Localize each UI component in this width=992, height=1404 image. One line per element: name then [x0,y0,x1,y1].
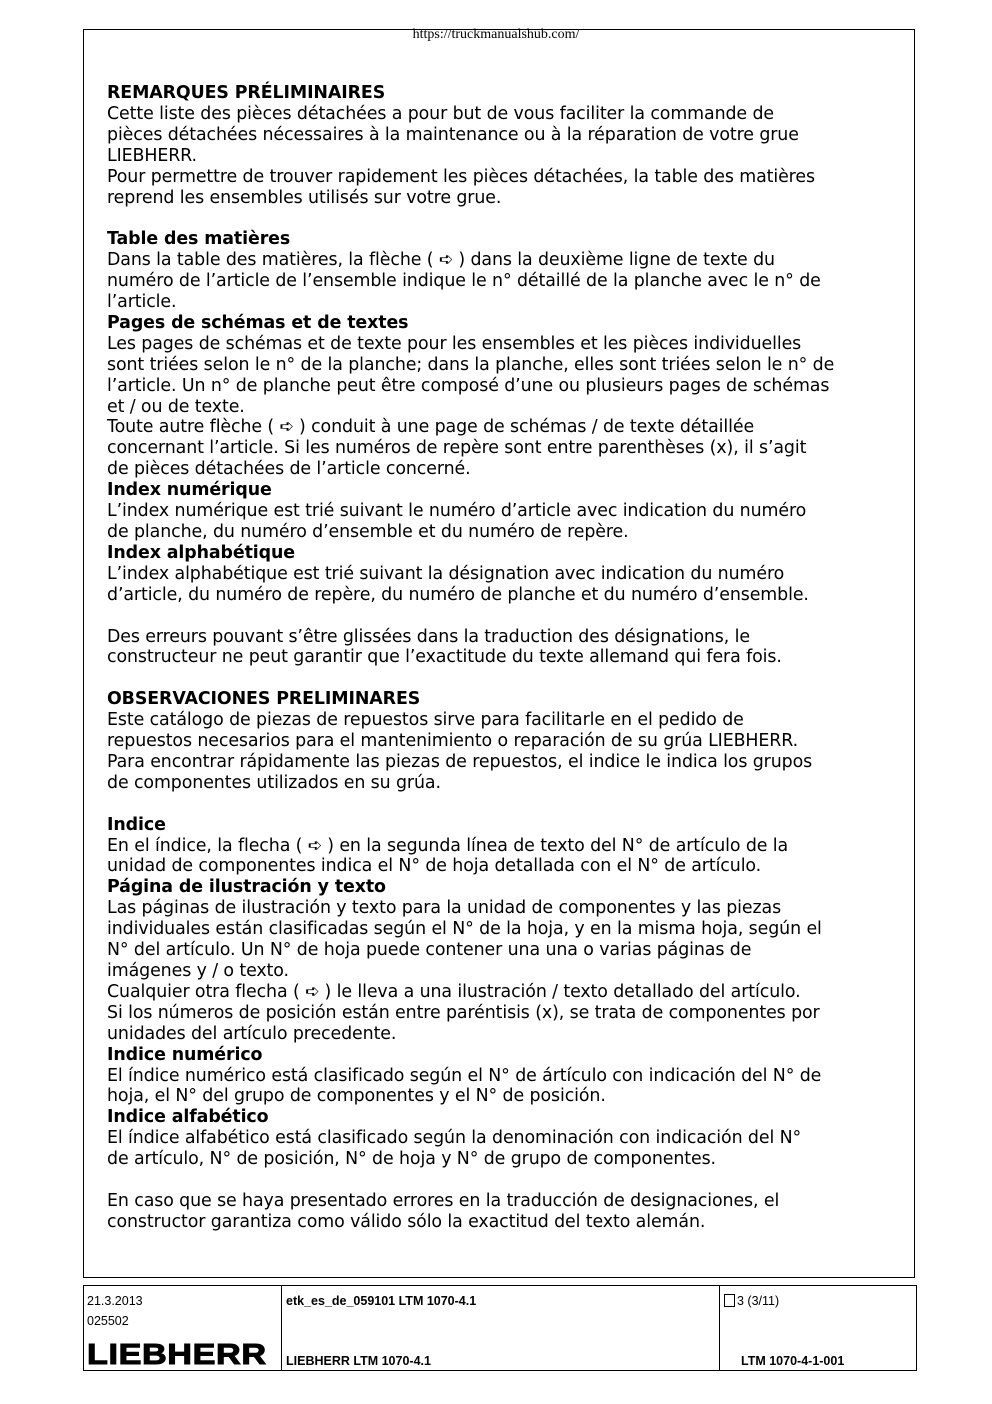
arrow-right-icon: ➪ [279,417,295,438]
spanish-alpha-line: El índice alfabético está clasificado según la denominación con indicación del N° [107,1128,802,1149]
french-disclaimer-line: Des erreurs pouvant s’être glissées dans la traduction des désignations, le [107,626,750,647]
french-numeric-line: de planche, du numéro d’ensemble et du numéro de repère. [107,522,629,543]
french-alpha-line: d’article, du numéro de repère, du numéro de planche et du numéro d’ensemble. [107,584,809,605]
french-intro-line: reprend les ensembles utilisés sur votre grue. [107,187,502,208]
french-numeric-index-heading: Index numérique [107,480,272,501]
arrow-right-icon: ➪ [307,835,323,856]
french-other-arrow-line: Toute autre flèche ( ➪ ) conduit à une page de schémas / de texte détaillée [107,417,755,438]
french-alpha-index-heading: Index alphabétique [107,542,295,563]
french-toc-line: Dans la table des matières, la flèche ( ➪ ) dans la deuxième ligne de texte du [107,250,775,271]
french-numeric-line: L’index numérique est trié suivant le numéro d’article avec indication du numéro [107,501,807,522]
french-intro-line: Cette liste des pièces détachées a pour but de vous faciliter la commande de [107,103,775,124]
checkbox-icon [724,1294,735,1307]
document-body [107,83,897,1233]
french-pages-heading: Pages de schémas et de textes [107,312,409,333]
spanish-disclaimer-line: constructor garantiza como válido sólo la exactitud del texto alemán. [107,1211,706,1232]
arrow-right-icon: ➪ [438,250,454,271]
french-other-line: de pièces détachées de l’article concerné. [107,459,471,480]
spanish-alpha-line: de artículo, N° de posición, N° de hoja y N° de grupo de componentes. [107,1149,716,1170]
spanish-toc-heading: Indice [107,814,166,835]
french-title: REMARQUES PRÉLIMINAIRES [107,83,386,103]
spanish-pages-line: Las páginas de ilustración y texto para la unidad de componentes y las piezas [107,898,782,919]
spanish-intro-line: repuestos necesarios para el mantenimiento o reparación de su grúa LIEBHERR. [107,731,799,752]
footer-table [83,1285,917,1371]
french-intro-line: pièces détachées nécessaires à la maintenance ou à la réparation de votre grue [107,124,799,145]
french-intro-line: LIEBHERR. [107,145,197,166]
french-toc-heading: Table des matières [107,229,291,250]
french-pages-line: et / ou de texte. [107,396,245,417]
spanish-pages-line: imágenes y / o texto. [107,961,289,981]
spanish-intro-line: Para encontrar rápidamente las piezas de repuestos, el indice le indica los grupos [107,751,813,772]
spanish-pages-line: individuales están clasificadas según el N° de la hoja, y en la misma hoja, según el [107,919,822,940]
footer-reference: LTM 1070-4-1-001 [741,1354,845,1368]
spanish-other-arrow-line: Cualquier otra flecha ( ➪ ) le lleva a una ilustración / texto detallado del artículo. [107,981,801,1002]
spanish-toc-line: En el índice, la flecha ( ➪ ) en la segunda línea de texto del N° de artículo de la [107,835,789,856]
french-pages-line: sont triées selon le n° de la planche; dans la planche, elles sont triées selon le n° de [107,354,835,375]
footer-date: 21.3.2013 [87,1294,143,1308]
spanish-numeric-line: El índice numérico está clasificado según el N° de ártículo con indicación del N° de [107,1065,822,1086]
source-url[interactable]: https://truckmanualshub.com/ [412,27,580,42]
spanish-alpha-index-heading: Indice alfabético [107,1107,269,1128]
footer-model: LIEBHERR LTM 1070-4.1 [286,1354,431,1368]
spanish-intro-line: Este catálogo de piezas de repuestos sirve para facilitarle en el pedido de [107,710,744,731]
french-disclaimer-line: constructeur ne peut garantir que l’exactitude du texte allemand qui fera fois. [107,647,782,668]
spanish-numeric-line: hoja, el N° del grupo de componentes y el N° de posición. [107,1086,606,1107]
spanish-pages-line: N° del artículo. Un N° de hoja puede contener una una o varias páginas de [107,940,752,961]
footer-page-number: 3 (3/11) [737,1294,780,1308]
spanish-toc-line: unidad de componentes indica el N° de hoja detallada con el N° de artículo. [107,856,762,877]
footer-divider [719,1286,720,1370]
spanish-other-line: unidades del artículo precedente. [107,1023,397,1044]
french-pages-line: l’article. Un n° de planche peut être composé d’une ou plusieurs pages de schémas [107,375,830,396]
spanish-pages-heading: Página de ilustración y texto [107,877,386,898]
french-pages-line: Les pages de schémas et de texte pour les ensembles et les pièces individuelles [107,333,802,354]
footer-doc-id: etk_es_de_059101 LTM 1070-4.1 [286,1294,477,1308]
french-alpha-line: L’index alphabétique est trié suivant la désignation avec indication du numéro [107,563,785,584]
french-other-line: concernant l’article. Si les numéros de repère sont entre parenthèses (x), il s’agit [107,438,807,459]
french-toc-line: numéro de l’article de l’ensemble indique le n° détaillé de la planche avec le n° de [107,271,821,292]
french-toc-line: l’article. [107,292,177,313]
spanish-numeric-index-heading: Indice numérico [107,1044,263,1065]
french-intro-line: Pour permettre de trouver rapidement les pièces détachées, la table des matières [107,166,815,187]
spanish-other-line: Si los números de posición están entre paréntisis (x), se trata de componentes por [107,1002,820,1023]
spanish-disclaimer-line: En caso que se haya presentado errores en la traducción de designaciones, el [107,1190,780,1211]
footer-code: 025502 [87,1314,129,1328]
arrow-right-icon: ➪ [305,981,320,1002]
liebherr-logo: LIEBHERR [87,1339,267,1371]
spanish-intro-line: de componentes utilizados en su grúa. [107,772,441,793]
spanish-title: OBSERVACIONES PRELIMINARES [107,689,421,710]
